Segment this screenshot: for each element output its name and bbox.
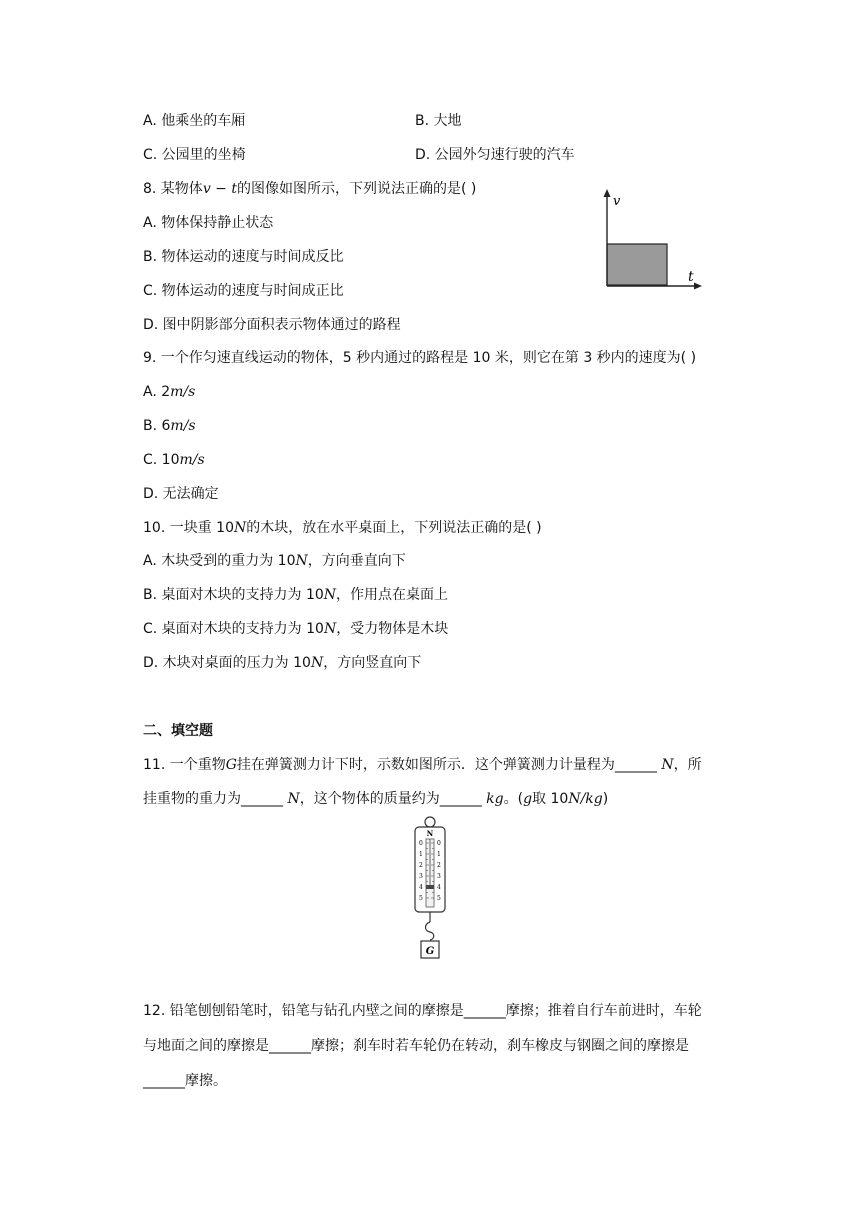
q10-option-d-pre: D. 木块对桌面的压力为 10 bbox=[143, 655, 311, 671]
scale-left-4: 4 bbox=[419, 884, 423, 891]
q8-stem-post: 的图像如图所示，下列说法正确的是( ) bbox=[236, 181, 477, 197]
q8-stem-pre: 8. 某物体 bbox=[143, 181, 203, 197]
q11-l2-mid1: ，这个物体的质量约为______ bbox=[299, 791, 487, 807]
scale-left-3: 3 bbox=[419, 873, 423, 880]
q10-option-a bbox=[143, 551, 406, 571]
q10-option-c-pre: C. 桌面对木块的支持力为 10 bbox=[143, 621, 324, 637]
scale-right-4: 4 bbox=[437, 884, 441, 891]
scale-top-ring bbox=[425, 817, 435, 827]
q10-option-d-post: ，方向竖直向下 bbox=[323, 655, 422, 671]
q10-stem-pre: 10. 一块重 10 bbox=[143, 520, 234, 536]
q10-option-a-post: ，方向垂直向下 bbox=[307, 553, 406, 569]
q10-option-c bbox=[143, 619, 448, 639]
q9-option-c bbox=[143, 450, 205, 470]
q11-l2-mid3: 取 10 bbox=[532, 791, 569, 807]
q9-stem: 9. 一个作匀速直线运动的物体，5 秒内通过的路程是 10 米，则它在第 3 秒内的速度为( ) bbox=[143, 350, 697, 366]
q11-line2 bbox=[143, 789, 608, 809]
q10-option-b bbox=[143, 585, 448, 605]
q10-stem bbox=[143, 518, 542, 538]
q11-l2-pre: 挂重物的重力为______ bbox=[143, 791, 288, 807]
scale-left-5: 5 bbox=[419, 895, 423, 902]
q10-stem-post: 的木块，放在水平桌面上，下列说法正确的是( ) bbox=[246, 520, 542, 536]
section-title: 二、填空题 bbox=[143, 723, 213, 739]
q10-option-b-post: ，作用点在桌面上 bbox=[336, 587, 449, 603]
q8-vt-graph bbox=[596, 186, 708, 292]
v-axis-label: v bbox=[613, 194, 621, 209]
q10-option-c-unit: N bbox=[323, 621, 337, 637]
q7-option-d: D. 公园外匀速行驶的汽车 bbox=[415, 147, 575, 163]
q8-option-a: A. 物体保持静止状态 bbox=[143, 215, 274, 231]
q11-l1-mid: 挂在弹簧测力计下时，示数如图所示．这个弹簧测力计量程为______ bbox=[236, 757, 662, 773]
q11-l1-post: ，所 bbox=[673, 757, 702, 773]
q11-l2-unit2: kg bbox=[486, 791, 504, 807]
v-axis-arrow bbox=[604, 189, 611, 197]
spring-scale-figure bbox=[404, 814, 456, 962]
q9-option-a-text: A. 2 bbox=[143, 384, 171, 400]
q11-line1 bbox=[143, 755, 702, 775]
weight-label: G bbox=[425, 946, 435, 957]
q12-line2: 与地面之间的摩擦是______摩擦；刹车时若车轮仍在转动，刹车橡皮与钢圈之间的摩擦是 bbox=[143, 1038, 689, 1054]
t-axis-label: t bbox=[688, 269, 694, 285]
q9-option-a bbox=[143, 382, 195, 402]
q11-l1-unit: N bbox=[661, 757, 674, 773]
q10-option-c-post: ，受力物体是木块 bbox=[336, 621, 449, 637]
scale-right-2: 2 bbox=[437, 862, 441, 869]
q9-option-a-unit: m/s bbox=[170, 384, 196, 400]
scale-top-label: N bbox=[426, 829, 434, 838]
q10-option-b-unit: N bbox=[323, 587, 337, 603]
q11-l2-unit3: N/kg bbox=[568, 791, 603, 807]
q11-l2-post: ) bbox=[602, 791, 609, 807]
q9-option-b bbox=[143, 416, 196, 436]
scale-right-0: 0 bbox=[437, 840, 441, 847]
q8-option-c: C. 物体运动的速度与时间成正比 bbox=[143, 283, 344, 299]
q9-option-c-unit: m/s bbox=[179, 452, 205, 468]
scale-right-3: 3 bbox=[437, 873, 441, 880]
q8-stem-var: v − t bbox=[202, 181, 237, 197]
q9-option-d: D. 无法确定 bbox=[143, 486, 219, 502]
q7-option-c: C. 公园里的坐椅 bbox=[143, 147, 246, 163]
q9-option-c-text: C. 10 bbox=[143, 452, 180, 468]
q8-option-d: D. 图中阴影部分面积表示物体通过的路程 bbox=[143, 317, 401, 333]
scale-left-1: 1 bbox=[419, 851, 423, 858]
q7-option-a: A. 他乘坐的车厢 bbox=[143, 113, 246, 129]
q8-option-b: B. 物体运动的速度与时间成反比 bbox=[143, 249, 344, 265]
q11-l2-mid2: 。( bbox=[503, 791, 524, 807]
q10-stem-unit: N bbox=[233, 520, 247, 536]
q8-stem bbox=[143, 179, 476, 199]
scale-left-2: 2 bbox=[419, 862, 423, 869]
q10-option-a-pre: A. 木块受到的重力为 10 bbox=[143, 553, 296, 569]
q12-line1: 12. 铅笔刨刨铅笔时，铅笔与钻孔内壁之间的摩擦是______摩擦；推着自行车前进时，车轮 bbox=[143, 1003, 702, 1019]
q10-option-b-pre: B. 桌面对木块的支持力为 10 bbox=[143, 587, 324, 603]
q7-option-b: B. 大地 bbox=[415, 113, 462, 129]
q11-l1-var: G bbox=[225, 757, 237, 773]
scale-right-1: 1 bbox=[437, 851, 441, 858]
q11-l1-pre: 11. 一个重物 bbox=[143, 757, 226, 773]
q12-line3: ______摩擦。 bbox=[143, 1073, 227, 1089]
q10-option-d-unit: N bbox=[310, 655, 324, 671]
shaded-area bbox=[607, 244, 667, 285]
scale-right-5: 5 bbox=[437, 895, 441, 902]
t-axis-arrow bbox=[694, 283, 702, 290]
scale-left-0: 0 bbox=[419, 840, 423, 847]
q11-l2-g: g bbox=[523, 791, 533, 807]
q9-option-b-unit: m/s bbox=[170, 418, 196, 434]
q9-option-b-text: B. 6 bbox=[143, 418, 171, 434]
scale-hook bbox=[426, 922, 434, 940]
q11-l2-unit1: N bbox=[287, 791, 300, 807]
q10-option-a-unit: N bbox=[295, 553, 308, 569]
q10-option-d bbox=[143, 653, 421, 673]
